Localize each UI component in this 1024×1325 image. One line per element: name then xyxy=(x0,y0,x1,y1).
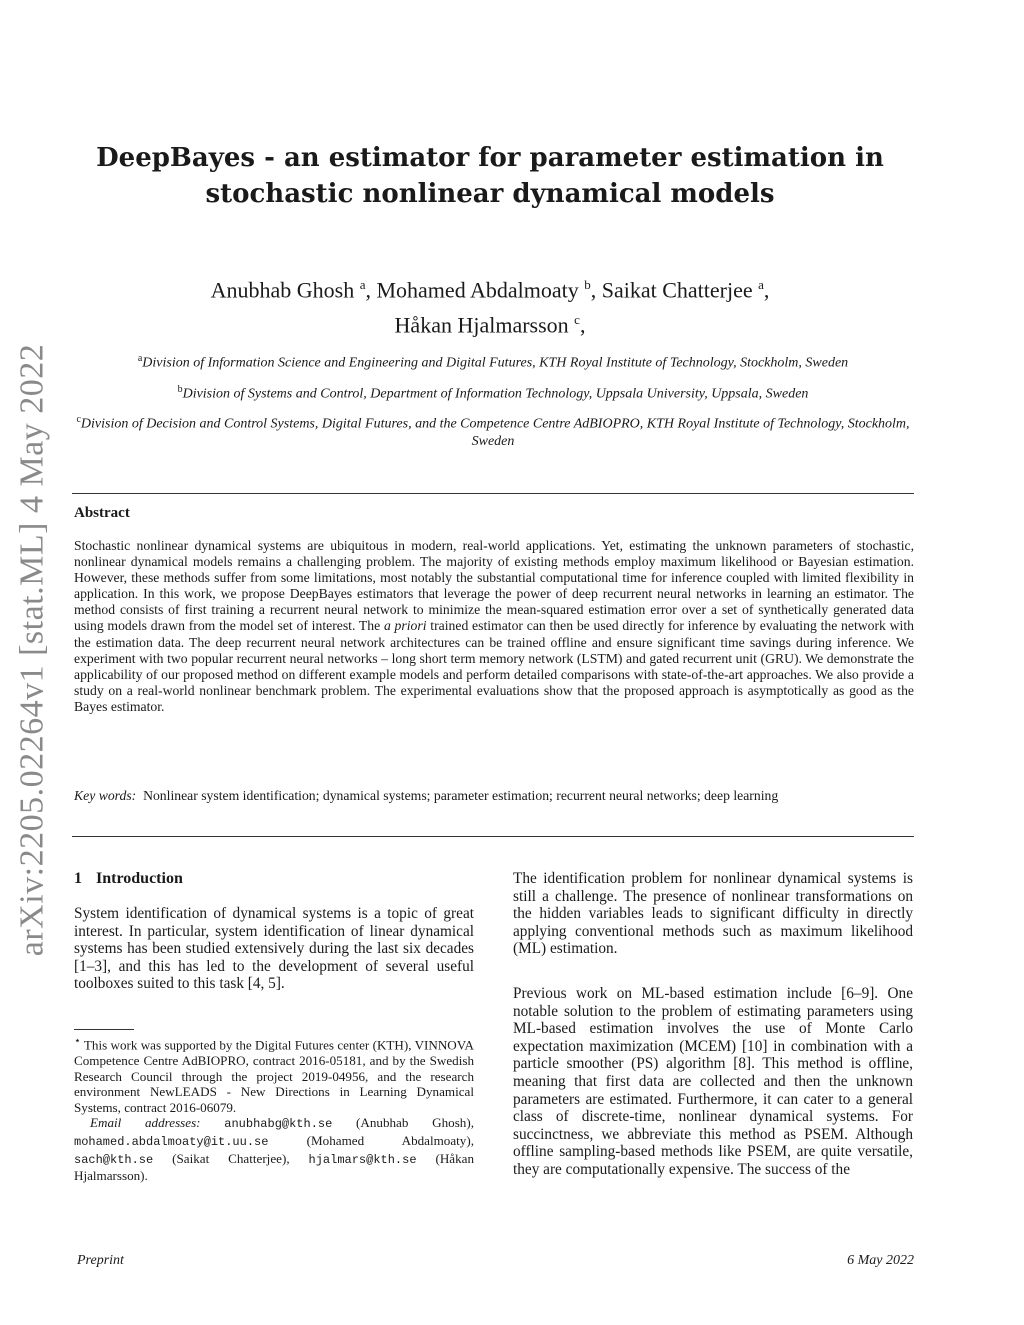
footnote-rule xyxy=(74,1029,134,1030)
keywords-text: Nonlinear system identification; dynamical systems; parameter estimation; recurrent neural networks; deep learning xyxy=(143,788,779,803)
affiliation-mark: b xyxy=(177,384,183,395)
keywords xyxy=(74,788,914,805)
abstract-body: Stochastic nonlinear dynamical systems are ubiquitous in modern, real-world applications. Yet, estimating the unknown parameters of stochastic, nonlinear dynamical models remains a challenging problem. The majority of existing methods employ maximum likelihood or Bayesian estimation. However, these methods suffer from some limitations, most notably the substantial computational time for inference coupled with limited flexibility in application. In this work, we propose DeepBayes estimators that leverage the power of deep recurrent neural networks in learning an estimator. The method consists of first training a recurrent neural network to minimize the mean-squared estimation error over a set of synthetically generated data using models drawn from the model set of interest. The a priori trained estimator can then be used directly for inference by evaluating the network with the estimation data. The deep recurrent neural network architectures can be trained offline and ensure significant time savings during inference. We experiment with two popular recurrent neural networks – long short term memory network (LSTM) and gated recurrent unit (GRU). We demonstrate the applicability of our proposed method on different example models and perform detailed comparisons with state-of-the-art approaches. We also provide a study on a real-world nonlinear benchmark problem. The experimental evaluations show that the proposed approach is asymptotically as good as the Bayes estimator. xyxy=(74,538,915,714)
arxiv-id-text: arXiv:2205.02264v1 [stat.ML] 4 May 2022 xyxy=(13,343,51,957)
intro-paragraph-right-1: The identification problem for nonlinear dynamical systems is still a challenge. The presence of nonlinear transformations on the hidden variables leads to significant difficulty in directly applying conventional methods such as maximum likelihood (ML) estimation. xyxy=(513,870,913,958)
author-affiliation-mark: a xyxy=(758,277,764,292)
email-link[interactable]: sach@kth.se xyxy=(74,1152,154,1167)
keywords-label: Key words: xyxy=(74,788,137,803)
section-number: 1 xyxy=(74,870,82,887)
abstract-heading: Abstract xyxy=(74,505,130,521)
affiliation-mark: c xyxy=(76,414,81,425)
emails-label: Email addresses: xyxy=(90,1115,201,1131)
affiliation-mark: a xyxy=(137,353,143,364)
author-name: Anubhab Ghosh xyxy=(210,277,355,303)
author-name: Saikat Chatterjee xyxy=(601,277,753,303)
paper-title xyxy=(80,140,900,212)
author-affiliation-mark: c xyxy=(574,312,580,328)
section-title: Introduction xyxy=(96,870,183,887)
email-link[interactable]: anubhabg@kth.se xyxy=(224,1117,333,1132)
footer-date: 6 May 2022 xyxy=(847,1253,914,1268)
affiliation-b xyxy=(72,381,914,403)
affiliation-text: Division of Information Science and Engineering and Digital Futures, KTH Royal Institute of Technology, Stockholm, Sweden xyxy=(142,355,849,371)
divider-bottom xyxy=(72,836,914,837)
author-line-2: Håkan Hjalmarsson $^c$, xyxy=(394,312,586,338)
author-name: Mohamed Abdalmoaty xyxy=(376,277,579,303)
footer-preprint: Preprint xyxy=(77,1253,124,1268)
footnote xyxy=(74,1034,474,1184)
arxiv-identifier-stamp xyxy=(2,300,62,1000)
divider-top xyxy=(72,493,914,494)
author-name: Håkan Hjalmarsson xyxy=(394,312,569,338)
title-line-1: DeepBayes - an estimator for parameter estimation in xyxy=(96,143,884,173)
author-affiliation-mark: a xyxy=(359,277,366,292)
email-link[interactable]: mohamed.abdalmoaty@it.uu.se xyxy=(74,1134,269,1149)
affiliation-text: Division of Decision and Control Systems, Digital Futures, and the Competence Centre AdBIOPRO, KTH Royal Institute of Technology, Stockholm, Sweden xyxy=(80,416,910,449)
section-heading-introduction xyxy=(74,870,183,888)
abstract-italic-term: a priori xyxy=(383,618,427,634)
intro-paragraph-left: System identification of dynamical systems is a topic of great interest. In particular, system identification of linear dynamical systems has been studied extensively during the last six decades [1–3], and this has led to the development of several useful toolboxes suited to this task [4, 5]. xyxy=(74,905,474,993)
title-line-2: stochastic nonlinear dynamical models xyxy=(205,179,775,209)
email-link[interactable]: hjalmars@kth.se xyxy=(308,1152,417,1167)
footnote-emails: Email addresses: anubhabg@kth.se (Anubhab Ghosh), mohamed.abdalmoaty@it.uu.se (Mohamed Abdalmoaty), sach@kth.se (Saikat Chatterjee), hjalmars@kth.se (Håkan Hjalmarsson). xyxy=(74,1115,475,1184)
author-line-1: Anubhab Ghosh $^a$, Mohamed Abdalmoaty $^b$, Saikat Chatterjee $^a$, xyxy=(210,277,770,303)
intro-paragraph-right-2: Previous work on ML-based estimation include [6–9]. One notable solution to the problem of estimating parameters using ML-based estimation involves the use of Monte Carlo expectation maximization (MCEM) [10] in combination with a particle smoother (PS) algorithm [8]. This method is offline, meaning that first data are collected and then the unknown parameters are estimated. Furthermore, it can cater to a general class of discrete-time, nonlinear dynamical systems. For succinctness, we abbreviate this method as PSEM. Although offline sampling-based methods like PSEM, are quite versatile, they are computationally expensive. The success of the xyxy=(513,985,913,1178)
footnote-funding: ⋆ This work was supported by the Digital Futures center (KTH), VINNOVA Competence Centre AdBIOPRO, contract 2016-05181, and by the Swedish Research Council through the project 2019-04956, and the research environment NewLEADS - New Directions in Learning Dynamical Systems, contract 2016-06079. xyxy=(74,1035,474,1115)
author-list xyxy=(120,270,860,341)
affiliation-text: Division of Systems and Control, Department of Information Technology, Uppsala University, Uppsala, Sweden xyxy=(182,386,809,402)
affiliation-a xyxy=(72,350,914,372)
author-affiliation-mark: b xyxy=(584,277,591,292)
affiliation-c xyxy=(72,411,914,450)
footnote-star: ⋆ xyxy=(74,1035,81,1047)
